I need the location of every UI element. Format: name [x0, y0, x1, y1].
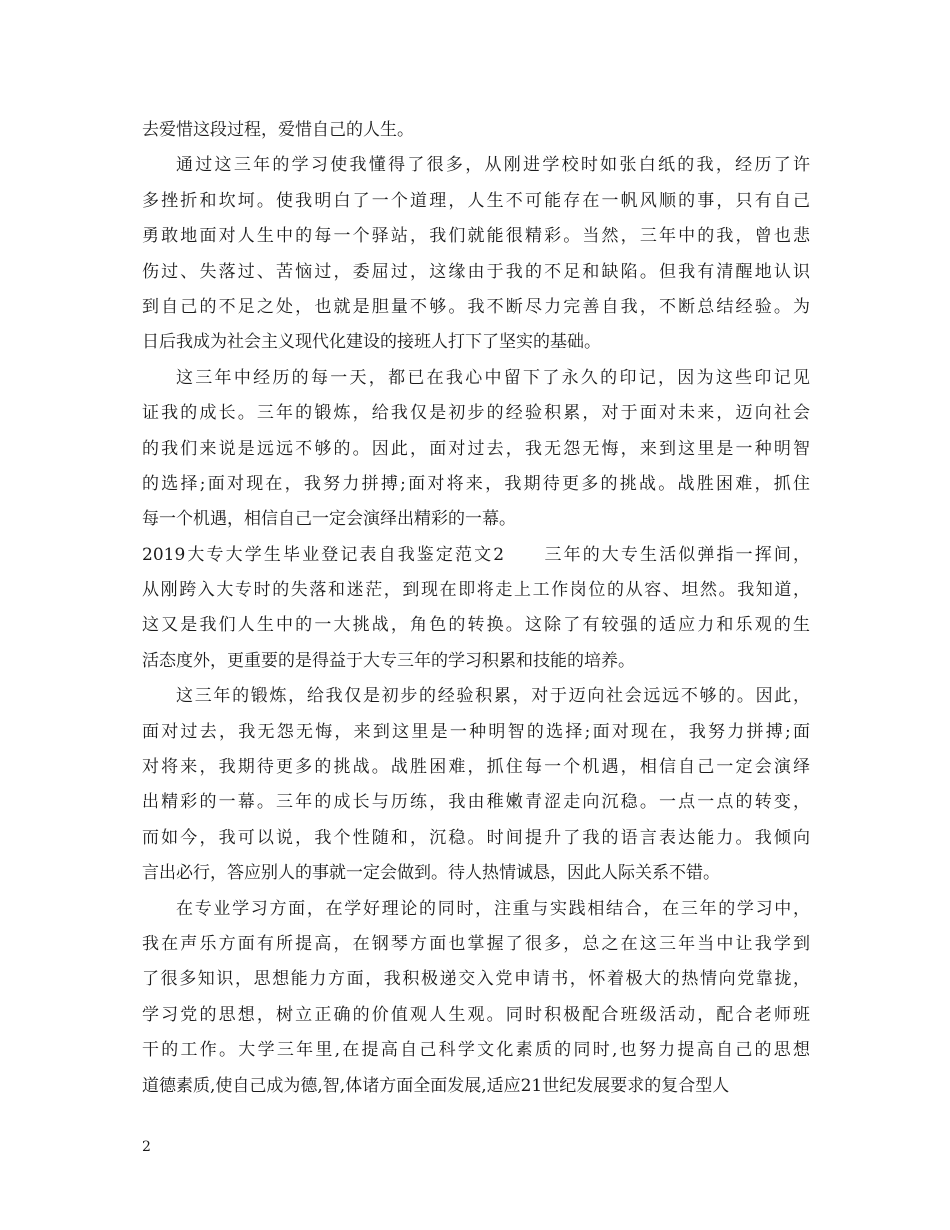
text-line: 了很多知识，思想能力方面，我积极递交入党申请书，怀着极大的热情向党靠拢，: [142, 969, 810, 990]
text-line: 学习党的思想，树立正确的价值观人生观。同时积极配合班级活动，配合老师班: [142, 1004, 810, 1025]
text-line: 而如今，我可以说，我个性随和，沉稳。时间提升了我的语言表达能力。我倾向: [142, 827, 810, 848]
text-line: 2019大专大学生毕业登记表自我鉴定范文2 三年的大专生活似弹指一挥间，: [142, 544, 810, 565]
text-line: 的我们来说是远远不够的。因此，面对过去，我无怨无悔，来到这里是一种明智: [142, 438, 810, 459]
page-number: 2: [142, 1139, 151, 1155]
text-line: 证我的成长。三年的锻炼，给我仅是初步的经验积累，对于面对未来，迈向社会: [142, 403, 810, 424]
text-line: 活态度外，更重要的是得益于大专三年的学习积累和技能的培养。: [142, 650, 635, 671]
text-line: 日后我成为社会主义现代化建设的接班人打下了坚实的基础。: [142, 332, 601, 353]
text-line: 出精彩的一幕。三年的成长与历练，我由稚嫩青涩走向沉稳。一点一点的转变，: [142, 792, 810, 813]
text-line: 勇敢地面对人生中的每一个驿站，我们就能很精彩。当然，三年中的我，曾也悲: [142, 226, 810, 247]
text-line: 这又是我们人生中的一大挑战，角色的转换。这除了有较强的适应力和乐观的生: [142, 615, 810, 636]
paragraph: [142, 892, 810, 1104]
text-line: 通过这三年的学习使我懂得了很多，从刚进学校时如张白纸的我，经历了许: [176, 155, 810, 176]
paragraph: [142, 361, 810, 538]
text-line: 这三年的锻炼，给我仅是初步的经验积累，对于迈向社会远远不够的。因此，: [176, 686, 810, 707]
text-line: 去爱惜这段过程，爱惜自己的人生。: [142, 120, 414, 140]
text-line: 从刚跨入大专时的失落和迷茫，到现在即将走上工作岗位的从容、坦然。我知道，: [142, 580, 810, 601]
paragraph: [142, 538, 810, 680]
text-line: 的选择;面对现在，我努力拼搏;面对将来，我期待更多的挑战。战胜困难，抓住: [142, 473, 810, 494]
text-line: 道德素质,使自己成为德,智,体诸方面全面发展,适应21世纪发展要求的复合型人: [142, 1075, 730, 1096]
text-line: 每一个机遇，相信自己一定会演绎出精彩的一幕。: [142, 509, 516, 530]
text-line: 面对过去，我无怨无悔，来到这里是一种明智的选择;面对现在，我努力拼搏;面: [142, 721, 810, 742]
text-line: 到自己的不足之处，也就是胆量不够。我不断尽力完善自我，不断总结经验。为: [142, 296, 810, 317]
text-line: 言出必行，答应别人的事就一定会做到。待人热情诚恳，因此人际关系不错。: [142, 863, 720, 884]
paragraph: [142, 679, 810, 891]
text-line: 干的工作。大学三年里,在提高自己科学文化素质的同时,也努力提高自己的思想: [142, 1040, 810, 1061]
text-line: 对将来，我期待更多的挑战。战胜困难，抓住每一个机遇，相信自己一定会演绎: [142, 757, 810, 778]
text-line: 我在声乐方面有所提高，在钢琴方面也掌握了很多，总之在这三年当中让我学到: [142, 933, 810, 954]
text-line: 在专业学习方面，在学好理论的同时，注重与实践相结合，在三年的学习中，: [176, 898, 810, 919]
document-body: [142, 113, 810, 1104]
text-line: 伤过、失落过、苦恼过，委屈过，这缘由于我的不足和缺陷。但我有清醒地认识: [142, 261, 810, 282]
text-line: 多挫折和坎坷。使我明白了一个道理，人生不可能存在一帆风顺的事，只有自己: [142, 190, 810, 211]
paragraph: [142, 113, 810, 148]
paragraph: [142, 148, 810, 360]
text-line: 这三年中经历的每一天，都已在我心中留下了永久的印记，因为这些印记见: [176, 367, 810, 388]
